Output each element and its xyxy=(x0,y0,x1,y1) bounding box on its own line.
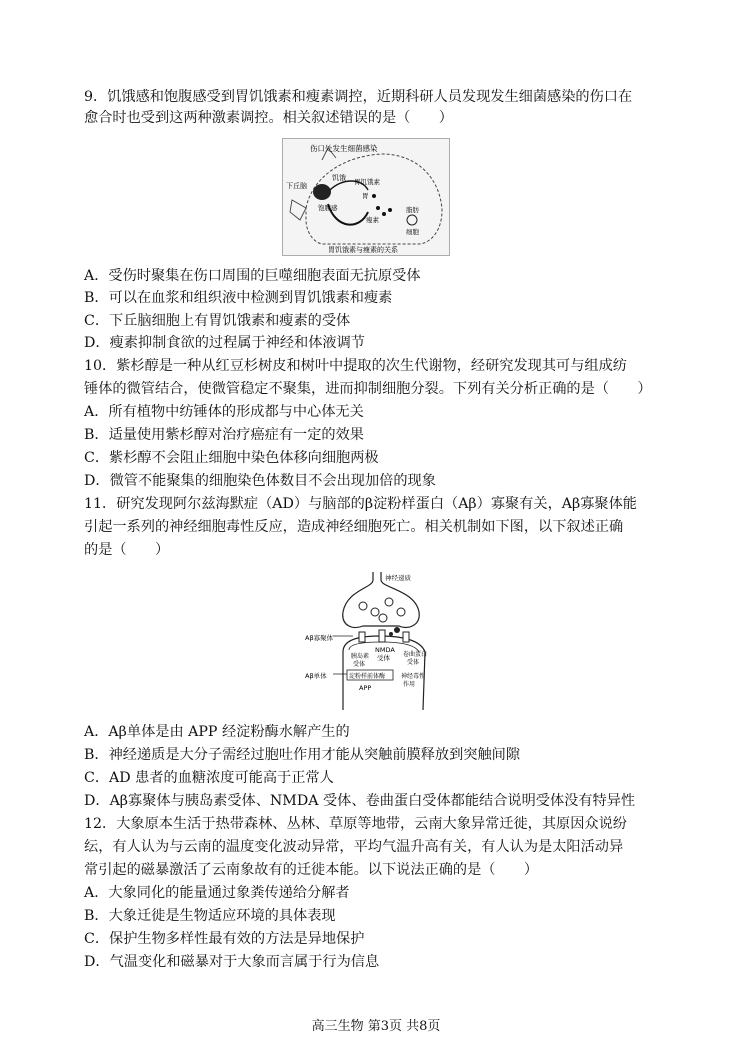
q11-label-receptor: 受体 xyxy=(377,654,390,662)
q11-label-insulin-1: 胰岛素 xyxy=(351,653,370,660)
q10-option-d: D．微管不能聚集的细胞染色体数目不会出现加倍的现象 xyxy=(84,473,436,489)
q12-option-d: D．气温变化和磁暴对于大象而言属于行为信息 xyxy=(84,954,380,970)
q9-label-hunger: 饥饿 xyxy=(332,174,346,182)
q11-label-toxic-2: 作用 xyxy=(403,681,416,688)
q9-stem-line-1: 9．饥饿感和饱腹感受到胃饥饿素和瘦素调控，近期科研人员发现发生细菌感染的伤口在 xyxy=(84,89,633,105)
q12-option-c: C．保护生物多样性最有效的方法是异地保护 xyxy=(84,931,365,947)
q11-option-d: D．Aβ寡聚体与胰岛素受体、NMDA 受体、卷曲蛋白受体都能结合说明受体没有特异性 xyxy=(84,793,636,809)
q10-option-a: A．所有植物中纺锤体的形成都与中心体无关 xyxy=(84,404,364,420)
q9-label-stomach: 胃 xyxy=(362,192,369,200)
q11-label-insulin-2: 受体 xyxy=(353,661,366,668)
q11-label-oligomer: Aβ寡聚体 xyxy=(305,634,334,642)
q9-label-ghrelin: 胃饥饿素 xyxy=(354,178,380,186)
q11-label-toxic-1: 神经毒性 xyxy=(401,673,426,680)
q9-label-leptin: 瘦素 xyxy=(366,216,379,224)
q11-stem-line-3: 的是（ ） xyxy=(84,542,170,558)
q9-label-satiety: 饱腹感 xyxy=(318,204,338,212)
q9-figure-caption: 胃饥饿素与瘦素的关系 xyxy=(328,246,398,254)
q9-label-fat: 脂肪 xyxy=(406,206,419,214)
q9-label-hypothalamus: 下丘脑 xyxy=(286,182,307,190)
q12-option-a: A．大象同化的能量通过象粪传递给分解者 xyxy=(84,885,350,901)
q11-label-transmitter: 神经递质 xyxy=(385,574,411,582)
q9-option-b: B．可以在血浆和组织液中检测到胃饥饿素和瘦素 xyxy=(84,290,393,306)
q9-label-wound: 伤口处发生细菌感染 xyxy=(310,144,378,153)
q11-label-enzyme: 淀粉样前体酶 xyxy=(349,673,386,680)
q11-stem-line-2: 引起一系列的神经细胞毒性反应，造成神经细胞死亡。相关机制如下图，以下叙述正确 xyxy=(84,519,624,535)
q11-label-monomer: Aβ单体 xyxy=(305,672,327,680)
q11-option-c: C．AD 患者的血糖浓度可能高于正常人 xyxy=(84,770,334,786)
q12-stem-line-2: 纭，有人认为与云南的温度变化波动异常，平均气温升高有关，有人认为是太阳活动异 xyxy=(84,839,624,855)
q9-stem-line-2: 愈合时也受到这两种激素调控。相关叙述错误的是（ ） xyxy=(84,110,453,126)
q11-label-curl-2: 受体 xyxy=(407,659,420,666)
q11-label-curl-1: 卷曲蛋白 xyxy=(403,651,428,658)
q11-figure-synapse xyxy=(303,570,453,712)
q11-label-app: APP xyxy=(359,684,372,692)
q10-option-b: B．适量使用紫杉醇对治疗癌症有一定的效果 xyxy=(84,427,364,443)
q11-label-nmda: NMDA xyxy=(375,646,395,654)
q11-stem-line-1: 11．研究发现阿尔兹海默症（AD）与脑部的β淀粉样蛋白（Aβ）寡聚有关，Aβ寡聚体能 xyxy=(84,496,637,512)
q9-option-c: C．下丘脑细胞上有胃饥饿素和瘦素的受体 xyxy=(84,313,351,329)
page-footer: 高三生物 第3页 共8页 xyxy=(311,1019,441,1034)
q12-stem-line-1: 12．大象原本生活于热带森林、丛林、草原等地带，云南大象异常迁徙，其原因众说纷 xyxy=(84,816,627,832)
q9-option-a: A．受伤时聚集在伤口周围的巨噬细胞表面无抗原受体 xyxy=(84,268,421,284)
q10-stem-line-1: 10．紫杉醇是一种从红豆杉树皮和树叶中提取的次生代谢物，经研究发现其可与组成纺 xyxy=(84,358,627,374)
q12-stem-line-3: 常引起的磁暴激活了云南象故有的迁徙本能。以下说法正确的是（ ） xyxy=(84,862,539,878)
q10-stem-line-2: 锤体的微管结合，使微管稳定不聚集，进而抑制细胞分裂。下列有关分析正确的是（ ） xyxy=(84,381,652,397)
q11-option-a: A．Aβ单体是由 APP 经淀粉酶水解产生的 xyxy=(84,724,350,740)
q11-option-b: B．神经递质是大分子需经过胞吐作用才能从突触前膜释放到突触间隙 xyxy=(84,747,521,763)
q9-label-cell: 细胞 xyxy=(406,228,419,236)
q9-figure-ghrelin-leptin xyxy=(282,138,450,256)
q10-option-c: C．紫杉醇不会阻止细胞中染色体移向细胞两极 xyxy=(84,450,379,466)
q9-option-d: D．瘦素抑制食欲的过程属于神经和体液调节 xyxy=(84,335,365,351)
q12-option-b: B．大象迁徙是生物适应环境的具体表现 xyxy=(84,908,336,924)
